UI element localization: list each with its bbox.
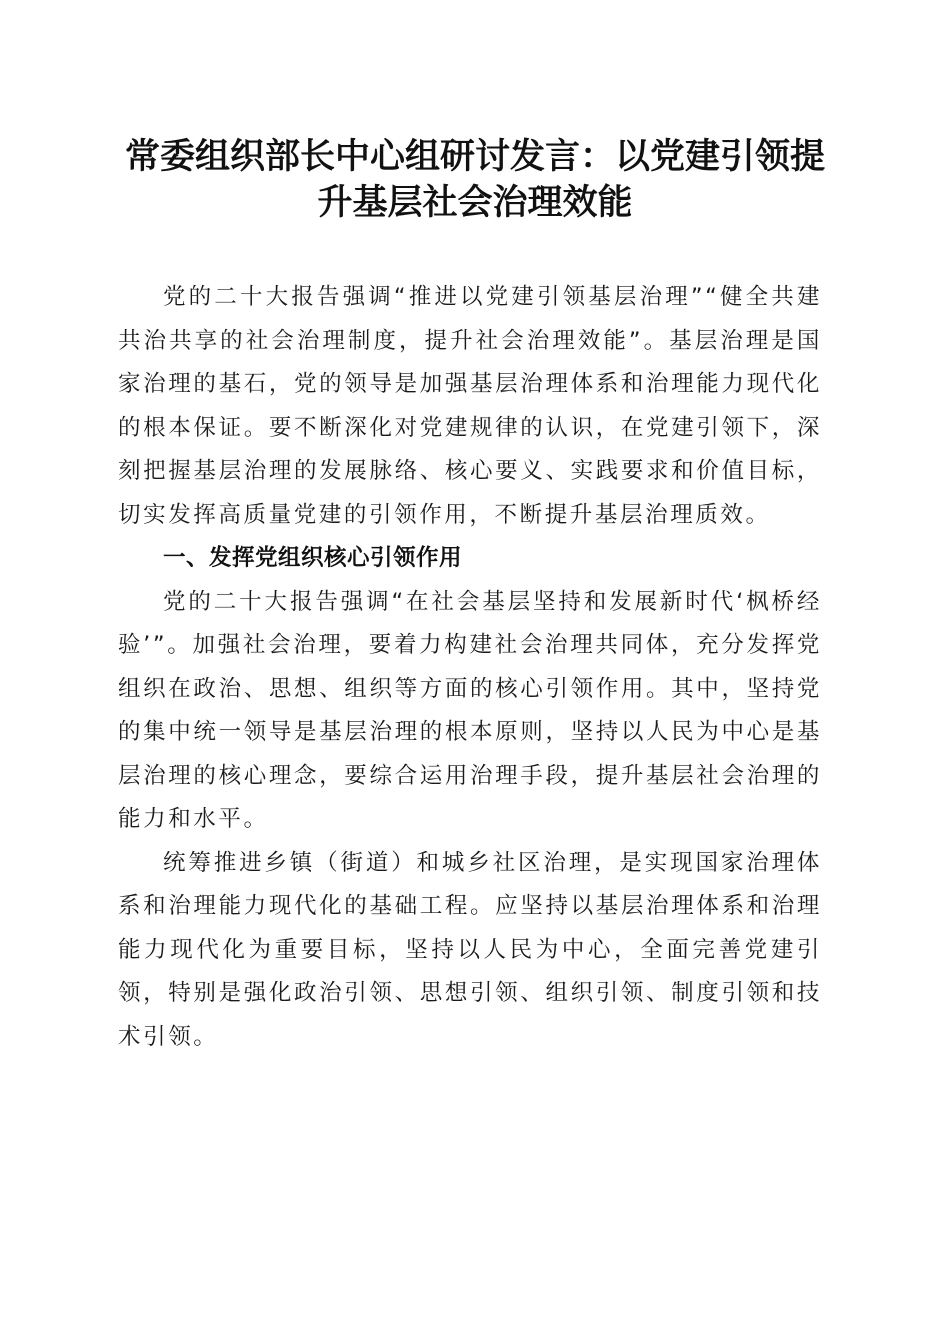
intro-paragraph: 党的二十大报告强调“推进以党建引领基层治理”“健全共建共治共享的社会治理制度，提升社会治理效能”。基层治理是国家治理的基石，党的领导是加强基层治理体系和治理能力现代化的根本保证。要不断深化对党建规律的认识，在党建引领下，深刻把握基层治理的发展脉络、核心要义、实践要求和价值目标，切实发挥高质量党建的引领作用，不断提升基层治理质效。 (118, 284, 822, 528)
section-heading: 一、发挥党组织核心引领作用 (163, 545, 463, 571)
document-body (118, 276, 822, 1059)
section-paragraph: 党的二十大报告强调“在社会基层坚持和发展新时代‘枫桥经验’”。加强社会治理，要着力构建社会治理共同体，充分发挥党组织在政治、思想、组织等方面的核心引领作用。其中，坚持党的集中统一领导是基层治理的根本原则，坚持以人民为中心是基层治理的核心理念，要综合运用治理手段，提升基层社会治理的能力和水平。 (118, 588, 822, 832)
document-title: 常委组织部长中心组研讨发言：以党建引领提升基层社会治理效能 (124, 136, 825, 223)
section-paragraph: 统筹推进乡镇（街道）和城乡社区治理，是实现国家治理体系和治理能力现代化的基础工程。应坚持以基层治理体系和治理能力现代化为重要目标，坚持以人民为中心，全面完善党建引领，特别是强化政治引领、思想引领、组织引领、制度引领和技术引领。 (118, 849, 822, 1050)
